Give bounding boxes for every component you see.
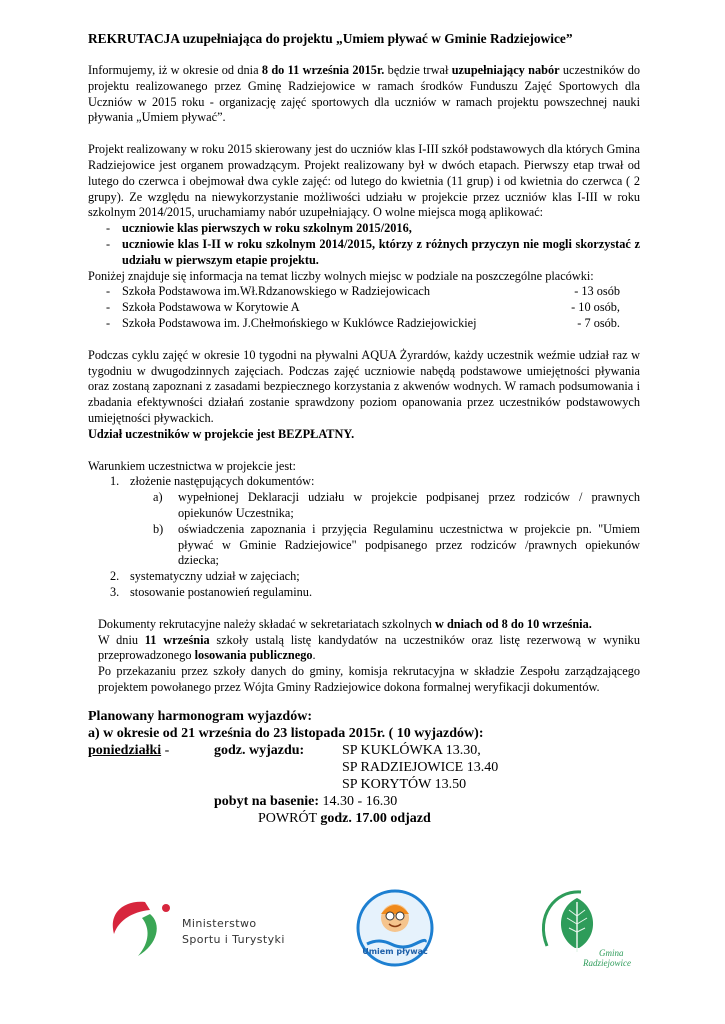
document-letter: b)	[153, 521, 164, 536]
pool-label: pobyt na basenie:	[214, 793, 323, 809]
conditions-intro: Warunkiem uczestnictwa w projekcie jest:	[88, 458, 296, 473]
school-places: - 13 osób	[574, 284, 620, 299]
return-row	[88, 810, 640, 827]
document-page	[88, 30, 640, 827]
intro-supplementary: uzupełniający nabór	[451, 63, 560, 77]
swim-logo-text: Umiem pływać	[362, 947, 428, 956]
project-description: Projekt realizowany w roku 2015 skierowany jest do uczniów klas I-III szkół podstawowych dla których Gmina Radziejowice jest organem prowadzącym. Projekt realizowany był w dwóch etapach. Pierwszy etap trwał od lutego do czerwca i obejmował dwa cykle zajęć: od lutego do kwietnia (11 grup) i od kwietnia do czerwca ( 2 grupy). Ze względu na niewykorzystanie możliwości udziału w projekcie przez uczniów klas I-III w roku szkolnym 2014/2015, uruchamiamy nabór uzupełniający. O wolne miejsca mogą aplikować:	[88, 142, 640, 220]
departure-stop: SP KORYTÓW 13.50	[342, 776, 467, 792]
school-name: - Szkoła Podstawowa im. J.Chełmońskiego w Kuklówce Radziejowickiej	[122, 315, 477, 330]
intro-text-2: będzie trwał	[384, 63, 452, 77]
schedule-day: poniedziałki	[88, 742, 162, 758]
condition-item	[88, 474, 640, 490]
school-item	[88, 316, 640, 332]
pool-row	[88, 793, 640, 810]
leaf-emblem-icon	[535, 886, 635, 976]
docs-text: .	[312, 648, 316, 663]
return-time: godz. 17.00 odjazd	[320, 810, 431, 826]
document-item	[88, 522, 640, 569]
conditions-list-continued	[88, 569, 640, 601]
school-places: - 7 osób.	[577, 315, 620, 330]
docs-text: W dniu	[98, 632, 145, 647]
ministry-name-line1: Ministerstwo	[182, 917, 257, 930]
docs-verification: Po przekazaniu przez szkoły danych do gminy, komisja rekrutacyjna w składzie Zespołu zarządzającego projektem powołanego przez Wójta Gminy Radziejowice dokona formalnej weryfikacji dokumentów.	[98, 664, 640, 694]
conditions-list	[88, 474, 640, 490]
gmina-name-line2: Radziejowice	[583, 958, 631, 968]
applicant-item	[88, 237, 640, 269]
ministry-emblem-icon	[100, 894, 180, 964]
places-intro: Poniżej znajduje się informacja na temat liczby wolnych miejsc w podziale na poszczególne placówki:	[88, 268, 594, 283]
document-letter: a)	[153, 490, 163, 505]
documents-info	[88, 617, 640, 696]
trip-schedule	[88, 708, 640, 827]
swimmer-mascot-icon	[355, 888, 435, 968]
applicants-list	[88, 221, 640, 268]
intro-paragraph	[88, 63, 640, 126]
condition-text: systematyczny udział w zajęciach;	[130, 569, 300, 584]
condition-number: 2.	[110, 569, 120, 584]
school-item	[88, 284, 640, 300]
docs-text: Dokumenty rekrutacyjne należy składać w sekretariatach szkolnych	[98, 616, 435, 631]
school-item	[88, 300, 640, 316]
ministry-logo	[100, 894, 300, 964]
intro-dates: 8 do 11 września 2015r.	[261, 63, 385, 77]
docs-lottery	[98, 633, 640, 665]
document-title: REKRUTACJA uzupełniająca do projektu „Umiem pływać w Gminie Radziejowice”	[88, 31, 573, 46]
school-name: - Szkoła Podstawowa w Korytowie A	[122, 300, 300, 315]
applicant-text: uczniowie klas I-II w roku szkolnym 2014/2015, którzy z różnych przyczyn nie mogli skorzystać z udziału w pierwszym etapie projektu.	[122, 236, 640, 267]
schedule-dash: -	[161, 742, 170, 758]
docs-lottery-type: losowania publicznego	[194, 648, 313, 663]
schedule-row	[88, 742, 640, 793]
umiem-plywac-logo	[355, 888, 435, 968]
applicant-text: uczniowie klas pierwszych w roku szkolnym 2015/2016,	[122, 221, 412, 236]
applicant-item	[88, 221, 640, 237]
document-item	[88, 490, 640, 522]
school-places: - 10 osób,	[571, 300, 620, 315]
condition-text: złożenie następujących dokumentów:	[130, 474, 315, 489]
condition-text: stosowanie postanowień regulaminu.	[130, 584, 313, 599]
pool-time: 14.30 - 16.30	[322, 793, 398, 809]
docs-deadline	[98, 617, 640, 633]
intro-text-1: Informujemy, iż w okresie od dnia	[88, 63, 262, 77]
ministry-name-line2: Sportu i Turystyki	[182, 933, 285, 946]
departure-label: godz. wyjazdu:	[214, 742, 305, 758]
schedule-period: a) w okresie od 21 września do 23 listopada 2015r. ( 10 wyjazdów):	[88, 725, 484, 741]
documents-list	[88, 490, 640, 569]
document-text: oświadczenia zapoznania i przyjęcia Regulaminu uczestnictwa w projekcie pn. "Umiem pływać w Gminie Radziejowice" podpisanego przez rodziców /prawnych opiekunów dziecka;	[178, 521, 640, 568]
school-name: - Szkoła Podstawowa im.Wł.Rdzanowskiego w Radziejowicach	[122, 284, 431, 299]
return-label: POWRÓT	[258, 810, 321, 826]
sponsor-logos	[0, 880, 725, 990]
docs-dates: w dniach od 8 do 10 września.	[435, 616, 592, 631]
departure-stop: SP KUKLÓWKA 13.30,	[342, 742, 481, 758]
docs-text: szkoły ustalą listę kandydatów na uczestników oraz listę rezerwową w wyniku przeprowadzonego	[98, 632, 640, 663]
condition-number: 3.	[110, 584, 120, 599]
schedule-heading: Planowany harmonogram wyjazdów:	[88, 708, 312, 724]
gmina-name-line1: Gmina	[599, 948, 624, 958]
departure-stop: SP RADZIEJOWICE 13.40	[342, 759, 499, 775]
document-text: wypełnionej Deklaracji udziału w projekcie podpisanej przez rodziców / prawnych opiekunów Uczestnika;	[178, 490, 640, 520]
schools-list	[88, 284, 640, 331]
condition-number: 1.	[110, 474, 120, 489]
free-notice: Udział uczestników w projekcie jest BEZPŁATNY.	[88, 426, 355, 441]
condition-item	[88, 585, 640, 601]
course-description: Podczas cyklu zajęć w okresie 10 tygodni na pływalni AQUA Żyrardów, każdy uczestnik weźmie udział raz w tygodniu w dwugodzinnych zajęciach. Podczas zajęć uczniowie nabędą podstawowe umiejętności pływania oraz zostaną zapoznani z zasadami bezpiecznego korzystania z akwenów wodnych. W ramach podsumowania i zbadania efektywności działań zostanie sprawdzony poziom opanowania przez uczestników podstawowych umiejętności pływackich.	[88, 347, 640, 425]
gmina-radziejowice-logo	[535, 886, 635, 976]
docs-lottery-date: 11 września	[144, 632, 210, 647]
condition-item	[88, 569, 640, 585]
intro-text-3: uczestników do projektu realizowanego przez Gminę Radziejowice w ramach środków Funduszu Zajęć Sportowych dla Uczniów w 2015 roku - organizację zajęć sportowych dla uczniów w ramach projektu powszechnej nauki pływania „Umiem pływać”.	[88, 63, 640, 125]
